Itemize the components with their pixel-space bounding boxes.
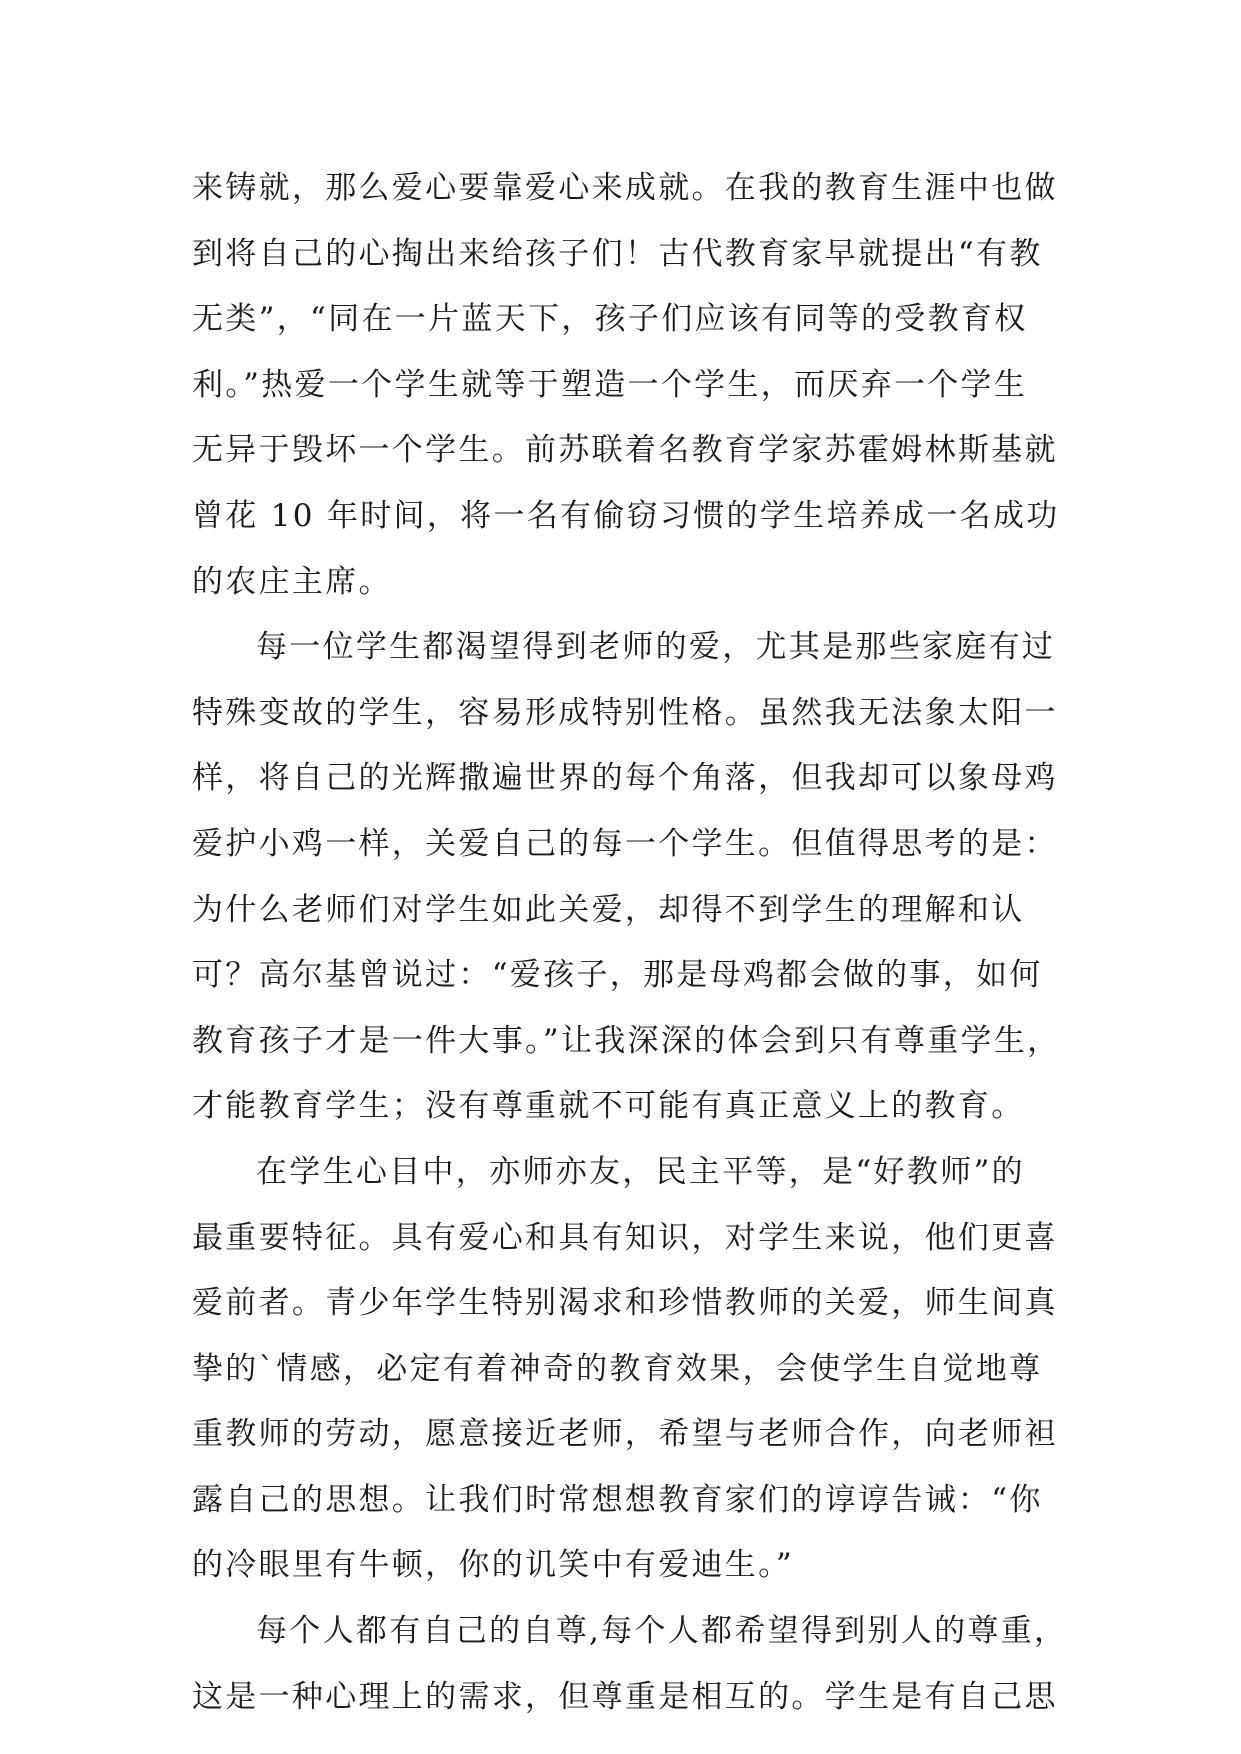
text-line: 才能教育学生；没有尊重就不可能有真正意义上的教育。	[192, 1088, 1025, 1125]
text-line: 特殊变故的学生，容易形成特别性格。虽然我无法象太阳一	[192, 694, 1058, 731]
text-line: 利。”热爱一个学生就等于塑造一个学生，而厌弃一个学生	[192, 366, 1028, 403]
paragraph-first-line: 每一位学生都渴望得到老师的爱，尤其是那些家庭有过	[256, 629, 1056, 666]
text-line: 爱护小鸡一样，关爱自己的每一个学生。但值得思考的是：	[192, 825, 1058, 862]
text-line: 到将自己的心掏出来给孩子们！古代教育家早就提出“有教	[192, 235, 1043, 272]
text-line: 可？高尔基曾说过：“爱孩子，那是母鸡都会做的事，如何	[192, 957, 1043, 994]
text-line: 来铸就，那么爱心要靠爱心来成就。在我的教育生涯中也做	[192, 170, 1058, 206]
text-line: 挚的`情感，必定有着神奇的教育效果，会使学生自觉地尊	[192, 1350, 1043, 1387]
text-line: 重教师的劳动，愿意接近老师，希望与老师合作，向老师袒	[192, 1416, 1058, 1453]
text-line: 无类”，“同在一片蓝天下，孩子们应该有同等的受教育权	[192, 301, 1028, 338]
text-line: 最重要特征。具有爱心和具有知识，对学生来说，他们更喜	[192, 1219, 1058, 1256]
text-line: 爱前者。青少年学生特别渴求和珍惜教师的关爱，师生间真	[192, 1285, 1058, 1322]
text-line: 样，将自己的光辉撒遍世界的每个角落，但我却可以象母鸡	[192, 760, 1058, 797]
text-line: 露自己的思想。让我们时常想想教育家们的谆谆告诫：“你	[192, 1481, 1043, 1518]
text-line: 无异于毁坏一个学生。前苏联着名教育学家苏霍姆林斯基就	[192, 432, 1058, 469]
paragraph-first-line: 在学生心目中，亦师亦友，民主平等，是“好教师”的	[256, 1153, 1025, 1190]
text-line: 为什么老师们对学生如此关爱，却得不到学生的理解和认	[192, 891, 1025, 928]
text-line: 教育孩子才是一件大事。”让我深深的体会到只有尊重学生，	[192, 1022, 1061, 1059]
text-line: 这是一种心理上的需求，但尊重是相互的。学生是有自己思	[192, 1678, 1058, 1715]
text-line: 的冷眼里有牛顿，你的讥笑中有爱迪生。”	[192, 1547, 795, 1584]
text-line: 的农庄主席。	[192, 563, 392, 600]
text-line: 曾花 10 年时间，将一名有偷窃习惯的学生培养成一名成功	[192, 497, 1060, 534]
body-text	[192, 156, 1072, 1730]
paragraph-first-line: 每个人都有自己的自尊,每个人都希望得到别人的尊重，	[256, 1613, 1068, 1650]
